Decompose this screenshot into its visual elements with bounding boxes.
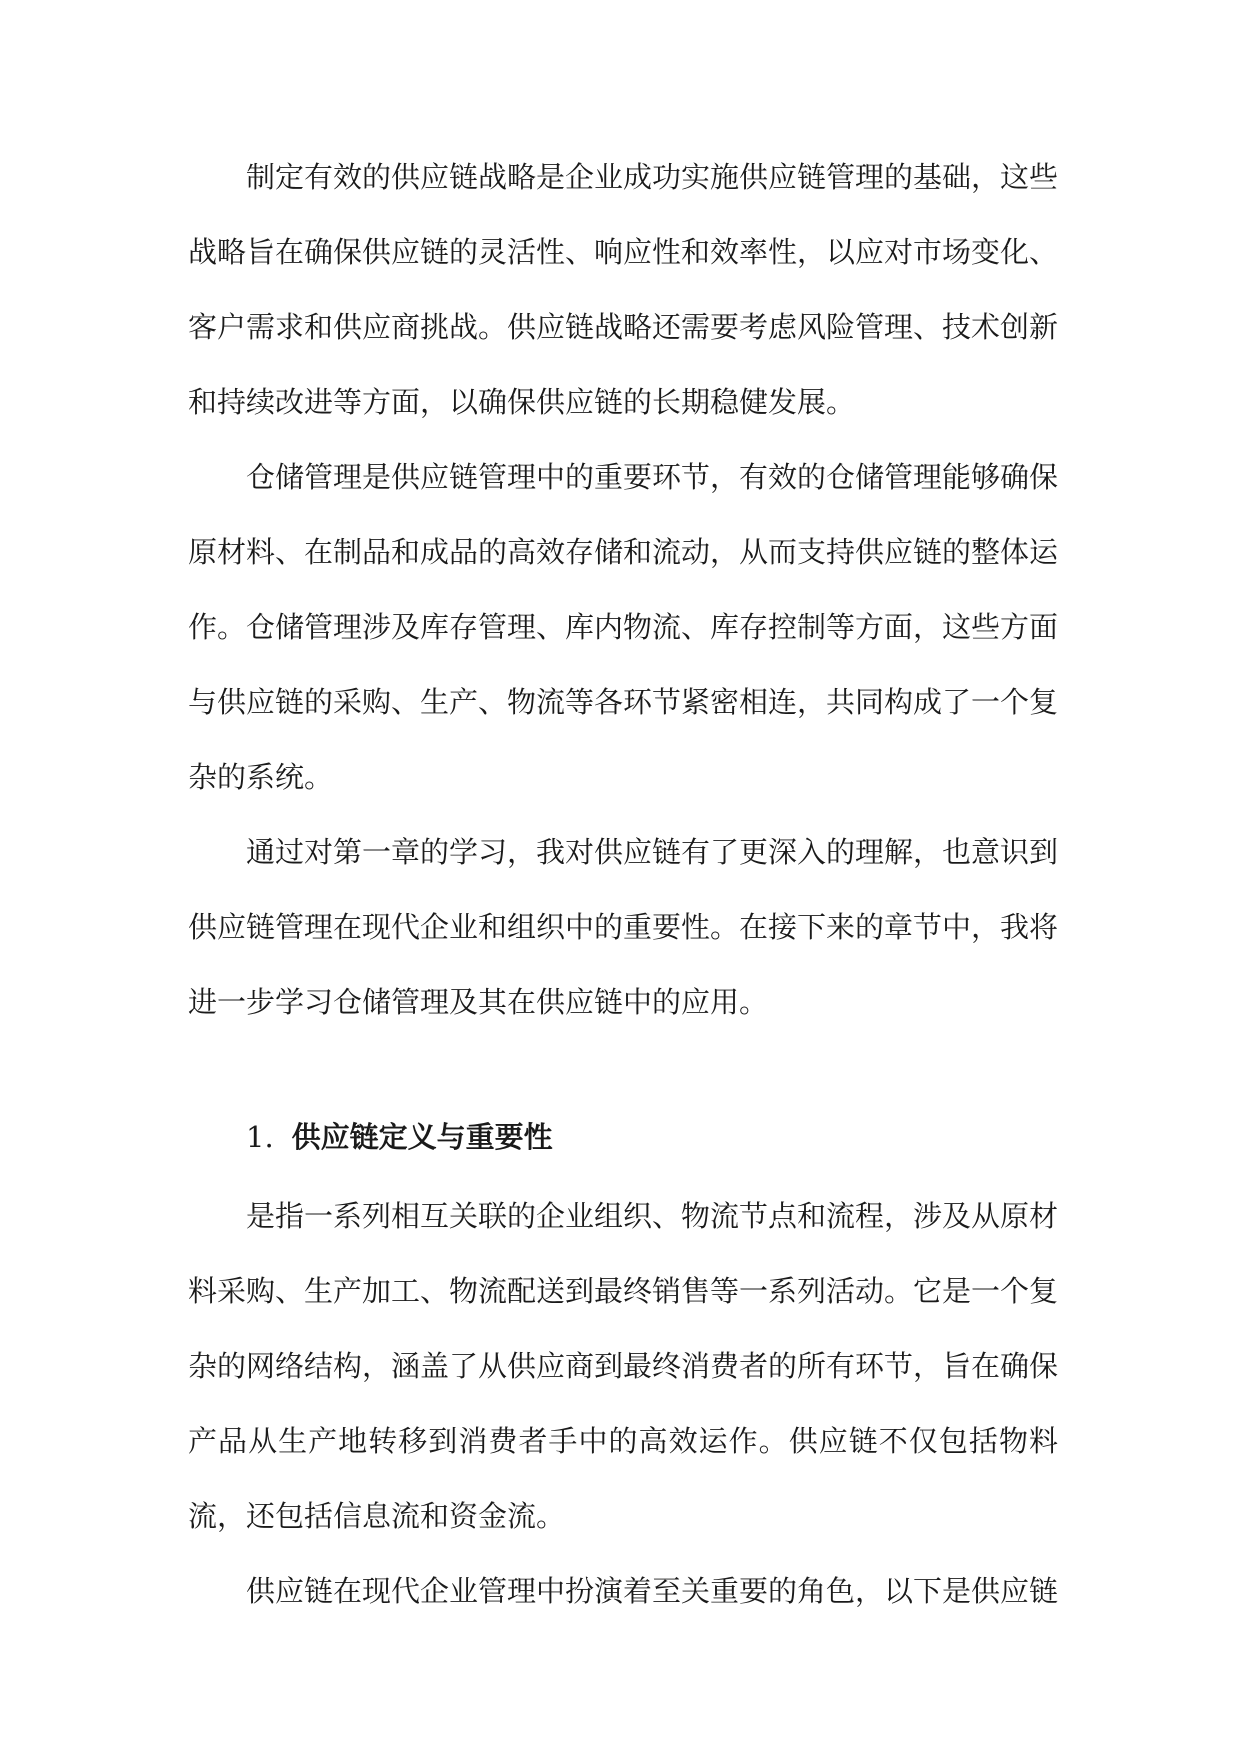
- section-title: 供应链定义与重要性: [291, 1120, 553, 1154]
- paragraph-chapter-summary: 通过对第一章的学习，我对供应链有了更深入的理解，也意识到供应链管理在现代企业和组织中的重要性。在接下来的章节中，我将进一步学习仓储管理及其在供应链中的应用。: [188, 835, 1059, 1019]
- paragraph-supply-chain-definition: 是指一系列相互关联的企业组织、物流节点和流程，涉及从原材料采购、生产加工、物流配送到最终销售等一系列活动。它是一个复杂的网络结构，涵盖了从供应商到最终消费者的所有环节，旨在确保产品从生产地转移到消费者手中的高效运作。供应链不仅包括物料流，还包括信息流和资金流。: [188, 1199, 1059, 1533]
- paragraph-supply-chain-strategy: 制定有效的供应链战略是企业成功实施供应链管理的基础，这些战略旨在确保供应链的灵活性、响应性和效率性，以应对市场变化、客户需求和供应商挑战。供应链战略还需要考虑风险管理、技术创新和持续改进等方面，以确保供应链的长期稳健发展。: [188, 160, 1059, 419]
- paragraph-warehouse-management: 仓储管理是供应链管理中的重要环节，有效的仓储管理能够确保原材料、在制品和成品的高效存储和流动，从而支持供应链的整体运作。仓储管理涉及库存管理、库内物流、库存控制等方面，这些方面与供应链的采购、生产、物流等各环节紧密相连，共同构成了一个复杂的系统。: [188, 460, 1059, 794]
- section-heading: [188, 1100, 1058, 1175]
- section-number: 1.: [246, 1120, 274, 1154]
- document-body: [188, 140, 1058, 1629]
- paragraph-supply-chain-importance: 供应链在现代企业管理中扮演着至关重要的角色，以下是供应链: [246, 1574, 1059, 1608]
